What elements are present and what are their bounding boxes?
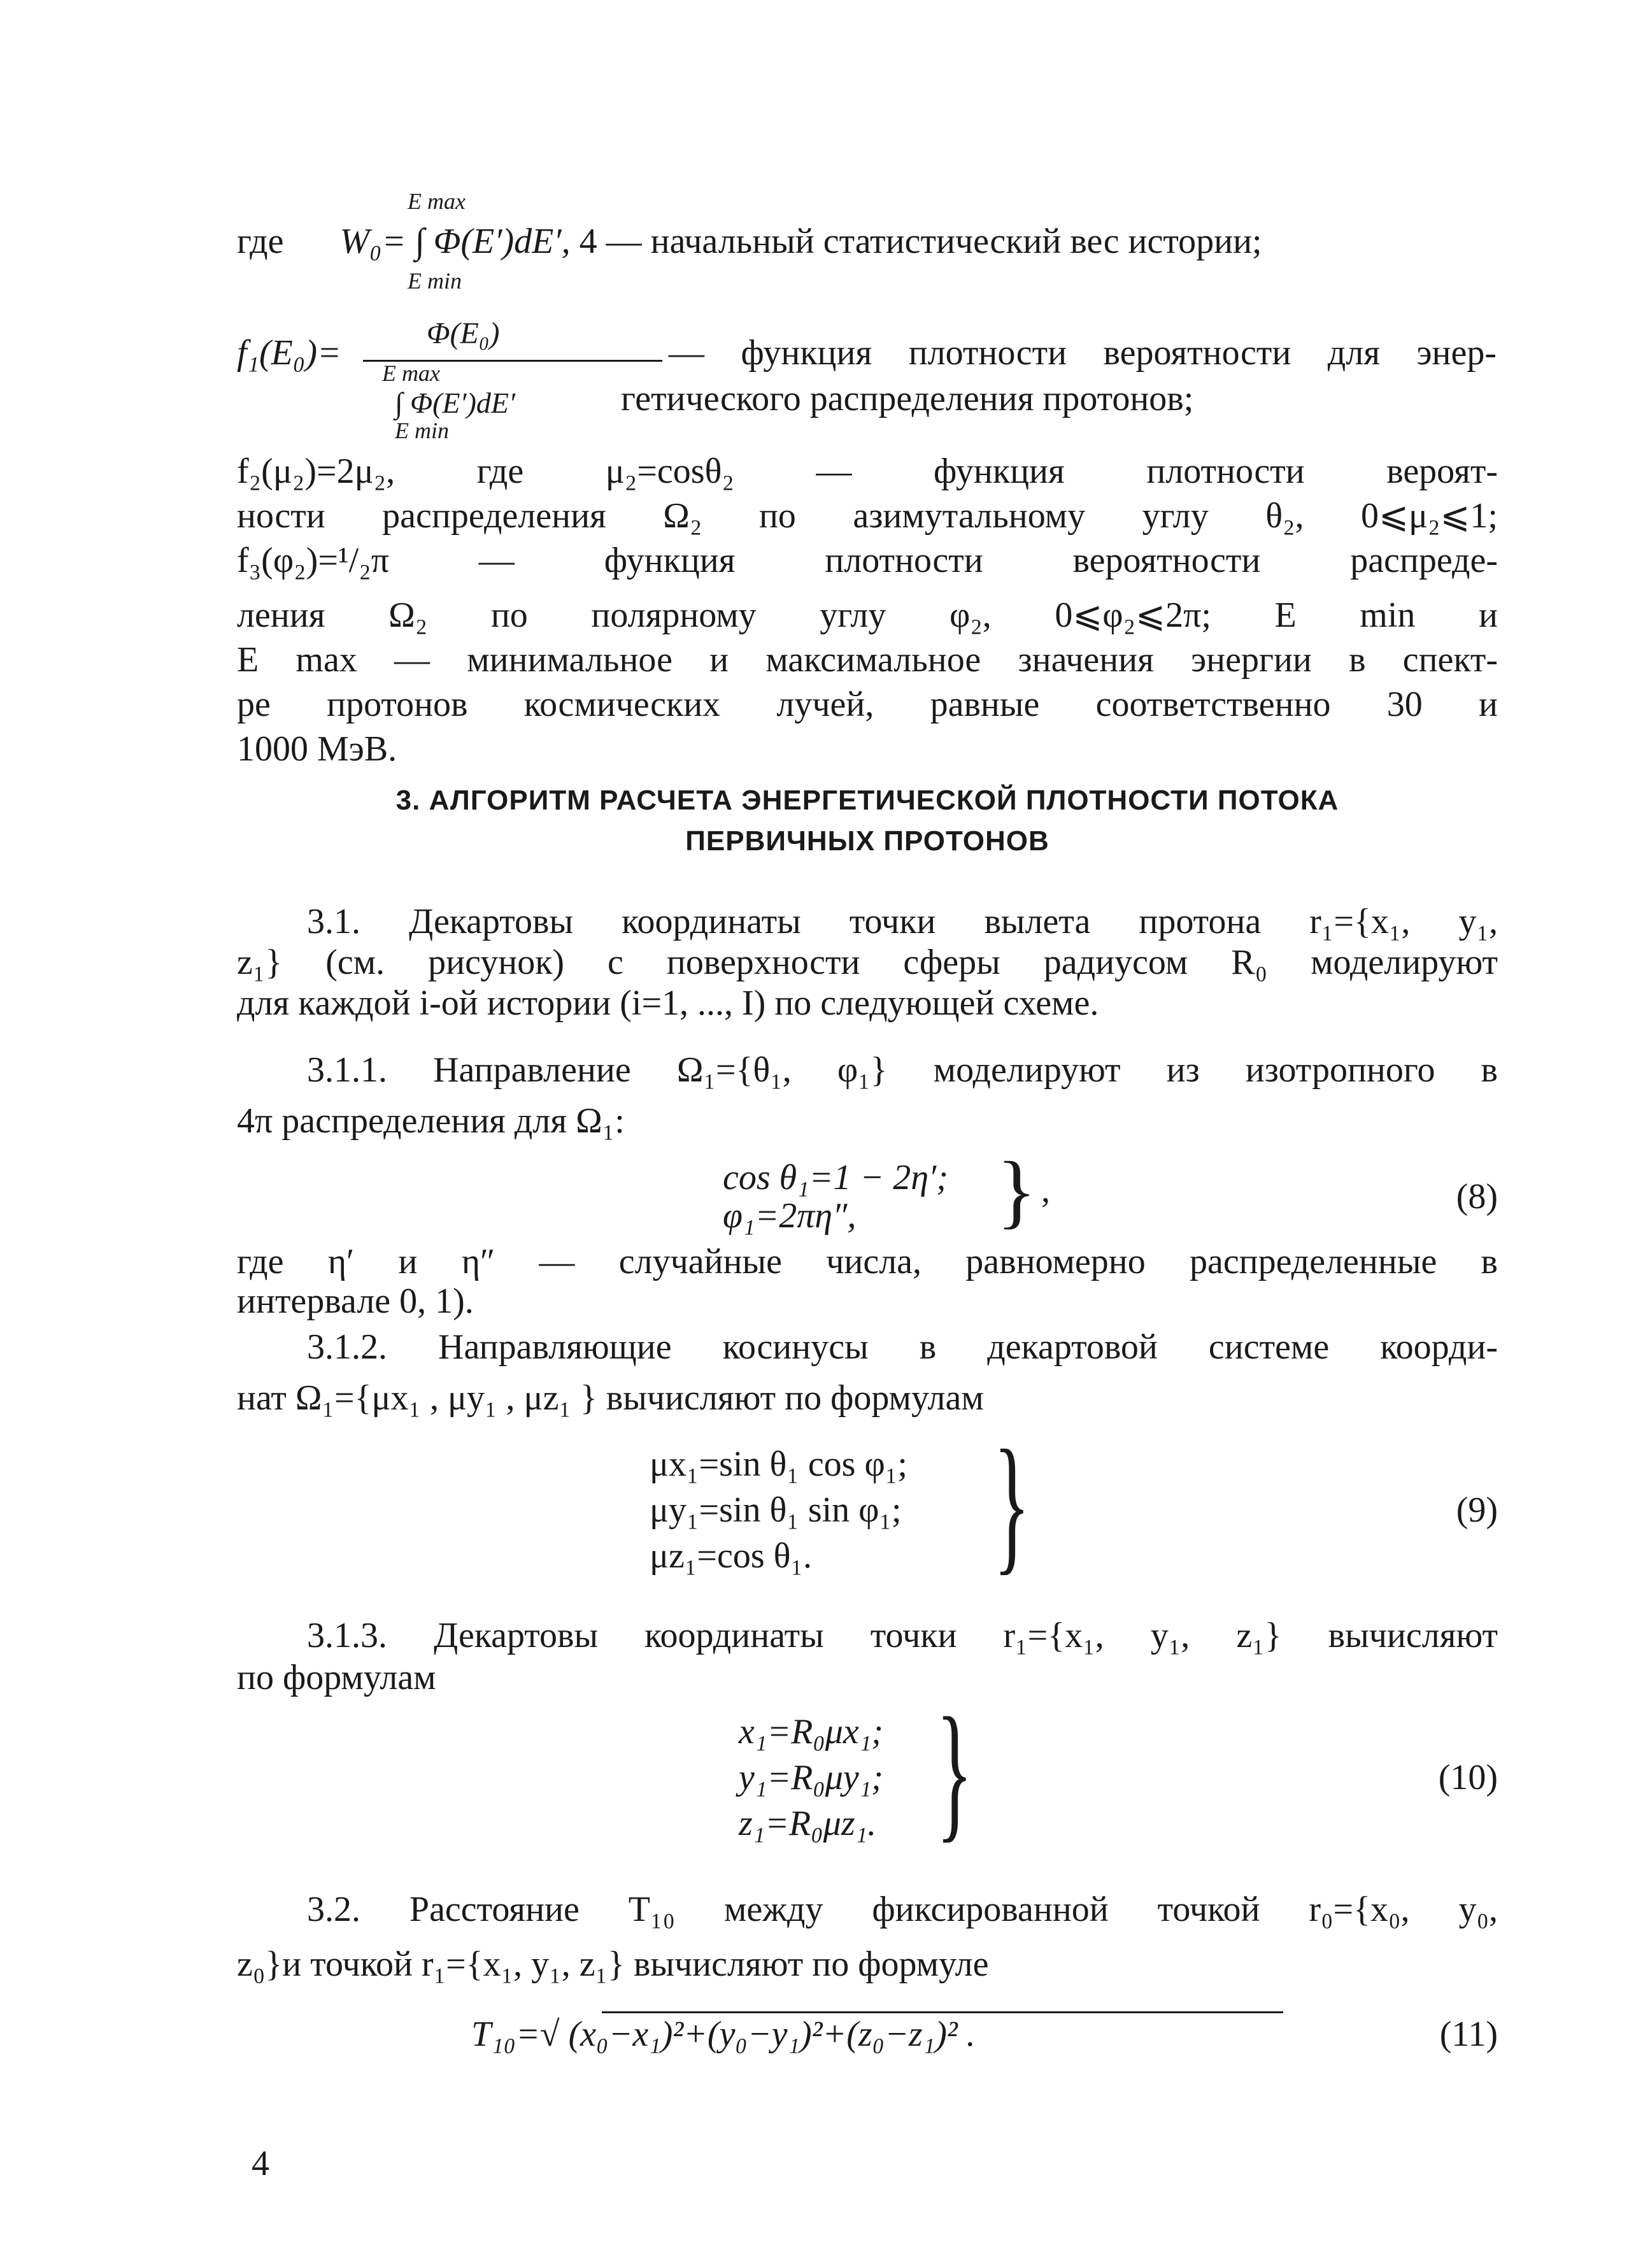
eq8-number: (8) [1456,1177,1498,1216]
f1-text-line1: — функция плотности вероятности для энер- [669,333,1497,373]
p313-line: по формулам [237,1658,436,1697]
p311-after-line: где η′ и η″ — случайные числа, равномерно распределенные в [237,1242,1498,1281]
f1-numerator: Φ(E₀) [427,317,500,350]
w0-description: — начальный статистический вес истории; [606,222,1262,261]
paragraph-3-1-1-after [237,1242,1498,1321]
p311-line: 4π распределения для Ω₁: [237,1101,625,1141]
p32-line: z₀}и точкой r₁={x₁, y₁, z₁} вычисляют по формуле [237,1944,989,1984]
p31-line: для каждой i-ой истории (i=1, ..., I) по следующей схеме. [237,983,1099,1023]
p311-line: 3.1.1. Направление Ω₁={θ₁, φ₁} моделируют из изотропного в [307,1050,1498,1090]
paragraph-3-1-1 [237,1045,1498,1146]
eq10-line3: z₁=R₀μz₁. [739,1804,877,1843]
eq8-comma: , [1041,1171,1050,1210]
eq11-number: (11) [1439,2015,1498,2054]
page-number: 4 [252,2144,269,2183]
eq11-formula: T₁₀=√ (x₀−x₁)²+(y₀−y₁)²+(z₀−z₁)² . [471,2015,976,2054]
w0-label: где [237,222,284,261]
p32-line: 3.2. Расстояние T₁₀ между фиксированной точкой r₀={x₀, y₀, [307,1890,1498,1929]
paragraph-3-1-2 [237,1322,1498,1423]
eq10-line1: x₁=R₀μx₁; [739,1712,883,1751]
equation-10 [739,1686,1498,1857]
eq10-number: (10) [1438,1758,1498,1797]
intro-paragraph [237,449,1498,771]
intro-line: f₂(μ₂)=2μ₂, где μ₂=cosθ₂ — функция плотности вероят- [237,452,1498,491]
w0-lower-limit: E min [408,268,462,294]
eq10-brace: } [936,1686,973,1855]
eq9-brace: } [993,1418,1030,1588]
f1-denominator: ∫ Φ(E′)dE′ [395,387,516,419]
section-heading [237,780,1498,862]
eq9-line3: μz₁=cos θ₁. [650,1536,812,1576]
intro-line: f₃(φ₂)=¹/₂π — функция плотности вероятности распреде- [237,541,1498,580]
intro-line: 1000 МэВ. [237,729,397,769]
eq9-number: (9) [1456,1490,1498,1530]
paragraph-3-2 [237,1882,1498,1992]
w0-eqnum: 4 [579,222,597,261]
eq8-line2: φ₁=2πη″, [723,1196,857,1236]
eq10-line2: y₁=R₀μy₁; [739,1758,883,1797]
intro-line: ре протонов космических лучей, равные соответственно 30 и [237,685,1498,724]
paragraph-3-1 [237,901,1498,1023]
p312-line: нат Ω₁={μx₁ , μy₁ , μz₁ } вычисляют по формулам [237,1378,984,1418]
p31-line: z₁} (см. рисунок) с поверхности сферы радиусом R₀ моделируют [237,943,1498,982]
intro-line: E max — минимальное и максимальное значения энергии в спект- [237,640,1498,680]
w0-formula: W₀= ∫ Φ(E′)dE′, [339,222,571,261]
f1-lhs: f₁(E₀)= [237,333,341,373]
f1-text-line2: гетического распределения протонов; [621,379,1194,418]
equation-8 [723,1145,1498,1239]
paragraph-3-1-3 [237,1615,1498,1699]
p312-line: 3.1.2. Направляющие косинусы в декартовой системе коорди- [307,1327,1498,1367]
section-heading-line2: ПЕРВИЧНЫХ ПРОТОНОВ [685,825,1049,857]
w0-upper-limit: E max [408,189,466,214]
eq8-brace: } [997,1145,1037,1237]
f1-den-upper: E max [382,360,440,386]
equation-11 [471,2013,1498,2064]
eq8-line1: cos θ₁=1 − 2η′; [723,1158,948,1197]
intro-line: ности распределения Ω₂ по азимутальному углу θ₂, 0⩽μ₂⩽1; [237,496,1498,536]
f1-den-lower: E min [395,418,449,443]
p313-line: 3.1.3. Декартовы координаты точки r₁={x₁, y₁, z₁} вычисляют [307,1616,1498,1655]
w0-row [237,220,1498,263]
equation-9 [650,1418,1498,1589]
eq9-line1: μx₁=sin θ₁ cos φ₁; [650,1444,907,1484]
intro-line: ления Ω₂ по полярному углу φ₂, 0⩽φ₂⩽2π; E min и [237,596,1498,635]
section-heading-line1: 3. АЛГОРИТМ РАСЧЕТА ЭНЕРГЕТИЧЕСКОЙ ПЛОТНОСТИ ПОТОКА [395,785,1339,816]
eq9-line2: μy₁=sin θ₁ sin φ₁; [650,1490,902,1530]
eq11-sqrt-bar [602,2011,1283,2013]
p31-line: 3.1. Декартовы координаты точки вылета протона r₁={x₁, y₁, [307,902,1498,941]
p311-after-line: интервале 0, 1). [237,1281,474,1321]
